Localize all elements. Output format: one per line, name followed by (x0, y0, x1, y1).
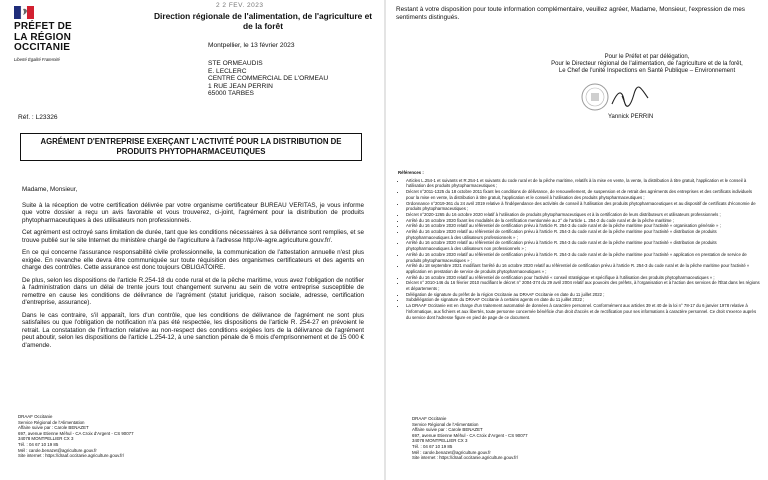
reference-item: • Arrêté du 16 octobre 2020 relatif au référentiel de certification pour l'activité « conseil stratégique et spécifique à l'utilisation des produits phytopharmaceutiques » ; (406, 275, 760, 281)
signature-line: Le Chef de l'unité Inspections en Santé Publique – Environnement (558, 68, 736, 75)
footer-line: Service Régional de l'Alimentation (412, 421, 479, 427)
letter-body (22, 186, 364, 354)
footer-line: Tél. : 04 67 10 19 85 (412, 443, 453, 449)
reference-item: • Arrêté du 16 octobre 2020 relatif au référentiel de certification prévu à l'article R. 254-3 du code rural et de la pêche maritime pour l'activité « distribution de produits phytopharmaceutiques à des utilisateurs non professionnels » ; (406, 240, 760, 251)
footer-line: Affaire suivie par : Carole BENAZET (18, 425, 89, 431)
footer-line: 697, avenue Etienne Méhul - CA Croix d'Argent - CS 90077 (18, 430, 134, 436)
references-list (398, 178, 760, 321)
reference-item: • Arrêté du 16 octobre 2020 relatif au référentiel de certification prévu à l'article R. 254-3 du code rural et de la pêche maritime pour l'activité « distribution de produits phytopharmaceutiques à des utilisateurs professionnels » ; (406, 229, 760, 240)
prefecture-name: PRÉFET DE LA RÉGION OCCITANIE (14, 21, 72, 53)
footer-line: DRAAF Occitanie (18, 414, 53, 419)
reference-item: • Articles L.254-1 et suivants et R.254-1 et suivants du code rural et de la pêche maritime, relatifs à la mise en vente, la vente, la distribution à titre gratuit, l'application et le conseil à l'utilisation des produits phytopharmaceutiques ; (406, 178, 760, 189)
letter-reference: Réf. : L23326 (18, 114, 58, 121)
letter-date: Montpellier, le 13 février 2023 (208, 42, 295, 49)
body-paragraph: Cet agrément est octroyé sans limitation de durée, tant que les conditions nécessaires à sa délivrance sont remplies, et se trouve publié sur le site Internet du ministère chargé de l'agriculture à l'adresse http://e-agre.agriculture.gouv.fr/. (22, 229, 364, 244)
closing-paragraph: Restant à votre disposition pour toute information complémentaire, veuillez agréer, Madame, Monsieur, l'expression de mes sentiments distingués. (396, 6, 745, 21)
body-paragraph: Dans le cas contraire, s'il apparaît, lors d'un contrôle, que les conditions de délivrance de l'agrément ne sont plus satisfaites ou que l'obligation de notification n'a pas été respectée, les dispositions de l'article R. 254-27 en prévoient le retrait. La constatation de l'infraction relative au non-respect des conditions exigées lors de la délivrance de l'agrément peut aboutir, selon les dispositions de l'article L.254-12, à une sanction pénale de 6 mois d'emprisonnement et de 15 000 € d'amende. (22, 311, 364, 349)
reference-item: • Délégation de signature du préfet de la région Occitanie au DRAAF Occitanie en date du 11 juillet 2022 ; (406, 292, 760, 298)
recipient-address (208, 60, 328, 98)
page-footer (412, 416, 528, 461)
page-footer (18, 414, 134, 459)
footer-line: Mél : carole.benazet@agriculture.gouv.fr (18, 447, 97, 453)
issuing-direction: Direction régionale de l'alimentation, de l'agriculture et de la forêt (153, 11, 373, 31)
greeting: Madame, Monsieur, (22, 186, 78, 193)
reference-item: • Arrêté du 16 octobre 2020 relatif au référentiel de certification prévu à l'article R. 254-3 du code rural et de la pêche maritime pour l'activité « organisation générale » ; (406, 223, 760, 229)
signatory-name: Yannick PERRIN (608, 114, 654, 120)
signature-line: Pour le Directeur régional de l'alimentation, de l'agriculture et de la forêt, (551, 61, 743, 68)
footer-line: 34078 MONTPELLIER CX 3 (412, 438, 468, 444)
address-line: 1 RUE JEAN PERRIN (208, 82, 273, 90)
reference-item: • Décret n° 2010-146 du 16 février 2010 modifiant le décret n° 2004-374 du 29 avril 2004 relatif aux pouvoirs des préfets, à l'organisation et à l'action des services de l'État dans les régions et départements ; (406, 280, 760, 291)
body-paragraph: Suite à la réception de votre certification délivrée par votre organisme certificateur BUREAU VERITAS, je vous informe que votre dossier a reçu un avis favorable et vous trouverez, ci-joint, l'agrément pour la distribution de produits phytopharmaceutiques à des utilisateurs non professionnels. (22, 201, 364, 224)
letter-subject-box: AGRÉMENT D'ENTREPRISE EXERÇANT L'ACTIVITÉ POUR LA DISTRIBUTION DE PRODUITS PHYTOPHARMACEUTIQUES (20, 133, 362, 161)
references-section (398, 170, 760, 320)
footer-line: Affaire suivie par : Carole BENAZET (412, 427, 483, 433)
reference-item: • Arrêté du 16 octobre 2020 relatif au référentiel de certification prévu à l'article R. 254-3 du code rural et de la pêche maritime pour l'activité « application en prestation de service de produits phytopharmaceutiques » ; (406, 252, 760, 263)
body-paragraph: De plus, selon les dispositions de l'article R.254-18 du code rural et de la pêche maritime, vous avez l'obligation de notifier à l'administration dans un délai de trente jours tout changement survenu au sein de votre entreprise susceptible de remettre en cause les conditions de délivrance de l'agrément (statut juridique, raison sociale, adresse, certification d'entreprise, assurance). (22, 276, 364, 306)
reference-item: • Décret n°2011-1325 du 18 octobre 2011 fixant les conditions de délivrance, de renouvellement, de suspension et de retrait des agréments des entreprises et des certificats individuels pour la mise en vente, la distribution à titre gratuit, l'application et le conseil à l'utilisation des produits phytopharmaceutiques ; (406, 189, 760, 200)
body-paragraph: En ce qui concerne l'assurance responsabilité civile professionnelle, la communication de l'attestation annuelle n'est plus exigée. En revanche elle devra être communiquée sur toute réquisition des organismes certificateurs et des agents en charge des contrôles. Cette assurance est donc toujours OBLIGATOIRE. (22, 249, 364, 271)
letter-page-2 (386, 0, 768, 480)
official-seal-icon (580, 82, 610, 112)
footer-line: Site internet : https://draaf.occitanie.agriculture.gouv.fr/ (412, 455, 519, 461)
prefecture-logo (14, 6, 76, 62)
footer-line: DRAAF Occitanie (412, 416, 447, 421)
reference-item: • Décret n°2020-1265 du 16 octobre 2020 relatif à l'utilisation de produits phytopharmaceutiques et à la certification de leurs distributeurs et utilisateurs professionnels ; (406, 212, 760, 218)
signature-line: Pour le Préfet et par délégation, (604, 54, 690, 60)
marianne-logo-icon (14, 6, 34, 19)
address-line: 65000 TARBES (208, 90, 254, 98)
reference-item: • La DRAAF Occitanie est en charge d'un traitement automatisé de données à caractère personnel. Conformément aux articles 39 et 40 de la loi n° 78-17 du 6 janvier 1978 relative à l'informatique, aux fichiers et aux libertés, toute personne concernée bénéficie d'un droit d'accès et de rectification pour ses informations à caractère personnel. Ce droit s'exerce auprès du service dont l'adresse figure en pied de page de ce document. (406, 303, 760, 320)
footer-line: 34078 MONTPELLIER CX 3 (18, 436, 74, 442)
references-title: Références : (398, 170, 424, 175)
footer-line: Mél : carole.benazet@agriculture.gouv.fr (412, 449, 491, 455)
handwritten-signature-icon (608, 86, 652, 110)
reference-item: • Arrêté du 16 octobre 2020 fixant les modalités de la certification mentionnée au 2° de l'article L. 254-2 du code rural et de la pêche maritime ; (406, 218, 760, 224)
footer-line: Service Régional de l'Alimentation (18, 419, 85, 425)
footer-line: Tél. : 04 67 10 19 85 (18, 441, 59, 447)
reference-item: • Subdélégation de signature du DRAAF Occitanie à certains agents en date du 11 juillet 2022 ; (406, 297, 760, 303)
republic-motto: Liberté Égalité Fraternité (14, 56, 60, 62)
footer-line: 697, avenue Etienne Méhul - CA Croix d'Argent - CS 90077 (412, 432, 528, 438)
address-line: E. LECLERC (208, 67, 247, 75)
address-line: CENTRE COMMERCIAL DE L'ORMEAU (208, 75, 329, 83)
reference-item: • Arrêté du 18 septembre 2021 modifiant l'arrêté du 16 octobre 2020 relatif au référentiel de certification prévu à l'article R. 254-3 du code rural et de la pêche maritime pour l'activité « application en prestation de service de produits phytopharmaceutiques » ; (406, 263, 760, 274)
address-line: STE ORMEAUDIS (208, 60, 263, 67)
footer-line: Site internet : https://draaf.occitanie.agriculture.gouv.fr/ (18, 453, 125, 459)
received-date-stamp: 2 2 FEV. 2023 (216, 2, 264, 9)
reference-item: • Ordonnance n°2019-361 du 24 avril 2019 relative à l'indépendance des activités de conseil à l'utilisation des produits phytopharmaceutiques et au dispositif de certificats d'économie de produits phytopharmaceutiques ; (406, 201, 760, 212)
signature-block (536, 54, 758, 76)
